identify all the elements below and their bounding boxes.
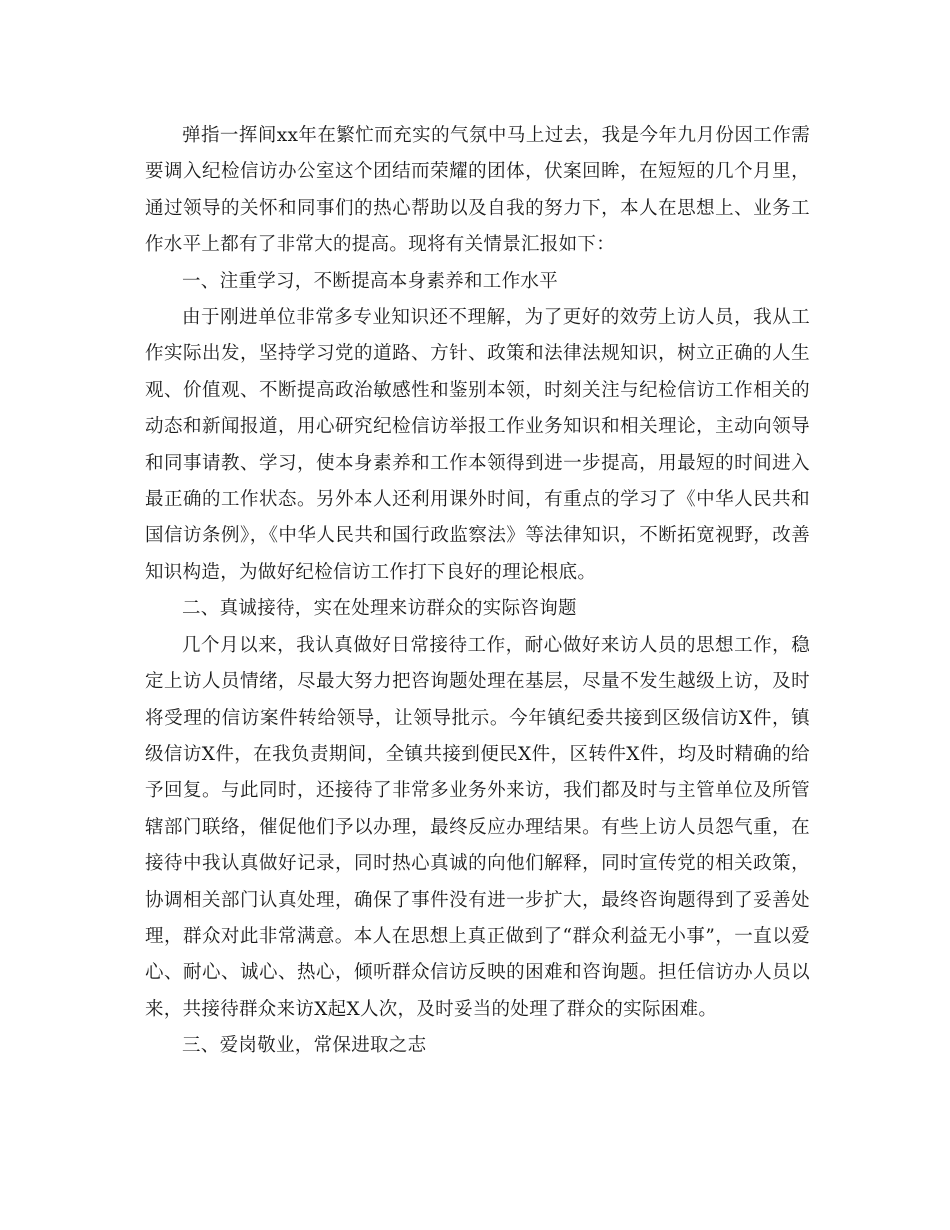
section-1-paragraph: 由于刚进单位非常多专业知识还不理解，为了更好的效劳上访人员，我从工作实际出发，坚持学习党的道路、方针、政策和法律法规知识，树立正确的人生观、价值观、不断提高政治敏感性和鉴别本领，时刻关注与纪检信访工作相关的动态和新闻报道，用心研究纪检信访举报工作业务知识和相关理论，主动向领导和同事请教、学习，使本身素养和工作本领得到进一步提高，用最短的时间进入最正确的工作状态。另外本人还利用课外时间，有重点的学习了《中华人民共和国信访条例》，《中华人民共和国行政监察法》等法律知识，不断拓宽视野，改善知识构造，为做好纪检信访工作打下良好的理论根底。 — [145, 307, 810, 583]
section-2-paragraph: 几个月以来，我认真做好日常接待工作，耐心做好来访人员的思想工作，稳定上访人员情绪，尽最大努力把咨询题处理在基层，尽量不发生越级上访，及时将受理的信访案件转给领导，让领导批示。今年镇纪委共接到区级信访X件，镇级信访X件，在我负责期间，全镇共接到便民X件，区转件X件，均及时精确的给予回复。与此同时，还接待了非常多业务外来访，我们都及时与主管单位及所管辖部门联络，催促他们予以办理，最终反应办理结果。有些上访人员怨气重，在接待中我认真做好记录，同时热心真诚的向他们解释，同时宣传党的相关政策，协调相关部门认真处理，确保了事件没有进一步扩大，最终咨询题得到了妥善处理，群众对此非常满意。本人在思想上真正做到了“群众利益无小事”，一直以爱心、耐心、诚心、热心，倾听群众信访反映的困难和咨询题。担任信访办人员以来，共接待群众来访X起X人次，及时妥当的处理了群众的实际困难。 — [145, 634, 810, 1020]
document-body — [145, 118, 810, 1065]
section-heading-2: 二、真诚接待，实在处理来访群众的实际咨询题 — [182, 598, 577, 620]
section-heading-1: 一、注重学习，不断提高本身素养和工作水平 — [182, 270, 559, 292]
intro-paragraph: 弹指一挥间xx年在繁忙而充实的气氛中马上过去，我是今年九月份因工作需要调入纪检信访办公室这个团结而荣耀的团体，伏案回眸，在短短的几个月里，通过领导的关怀和同事们的热心帮助以及自我的努力下，本人在思想上、业务工作水平上都有了非常大的提高。现将有关情景汇报如下： — [145, 125, 810, 256]
section-heading-3: 三、爱岗敬业，常保进取之志 — [182, 1035, 427, 1057]
